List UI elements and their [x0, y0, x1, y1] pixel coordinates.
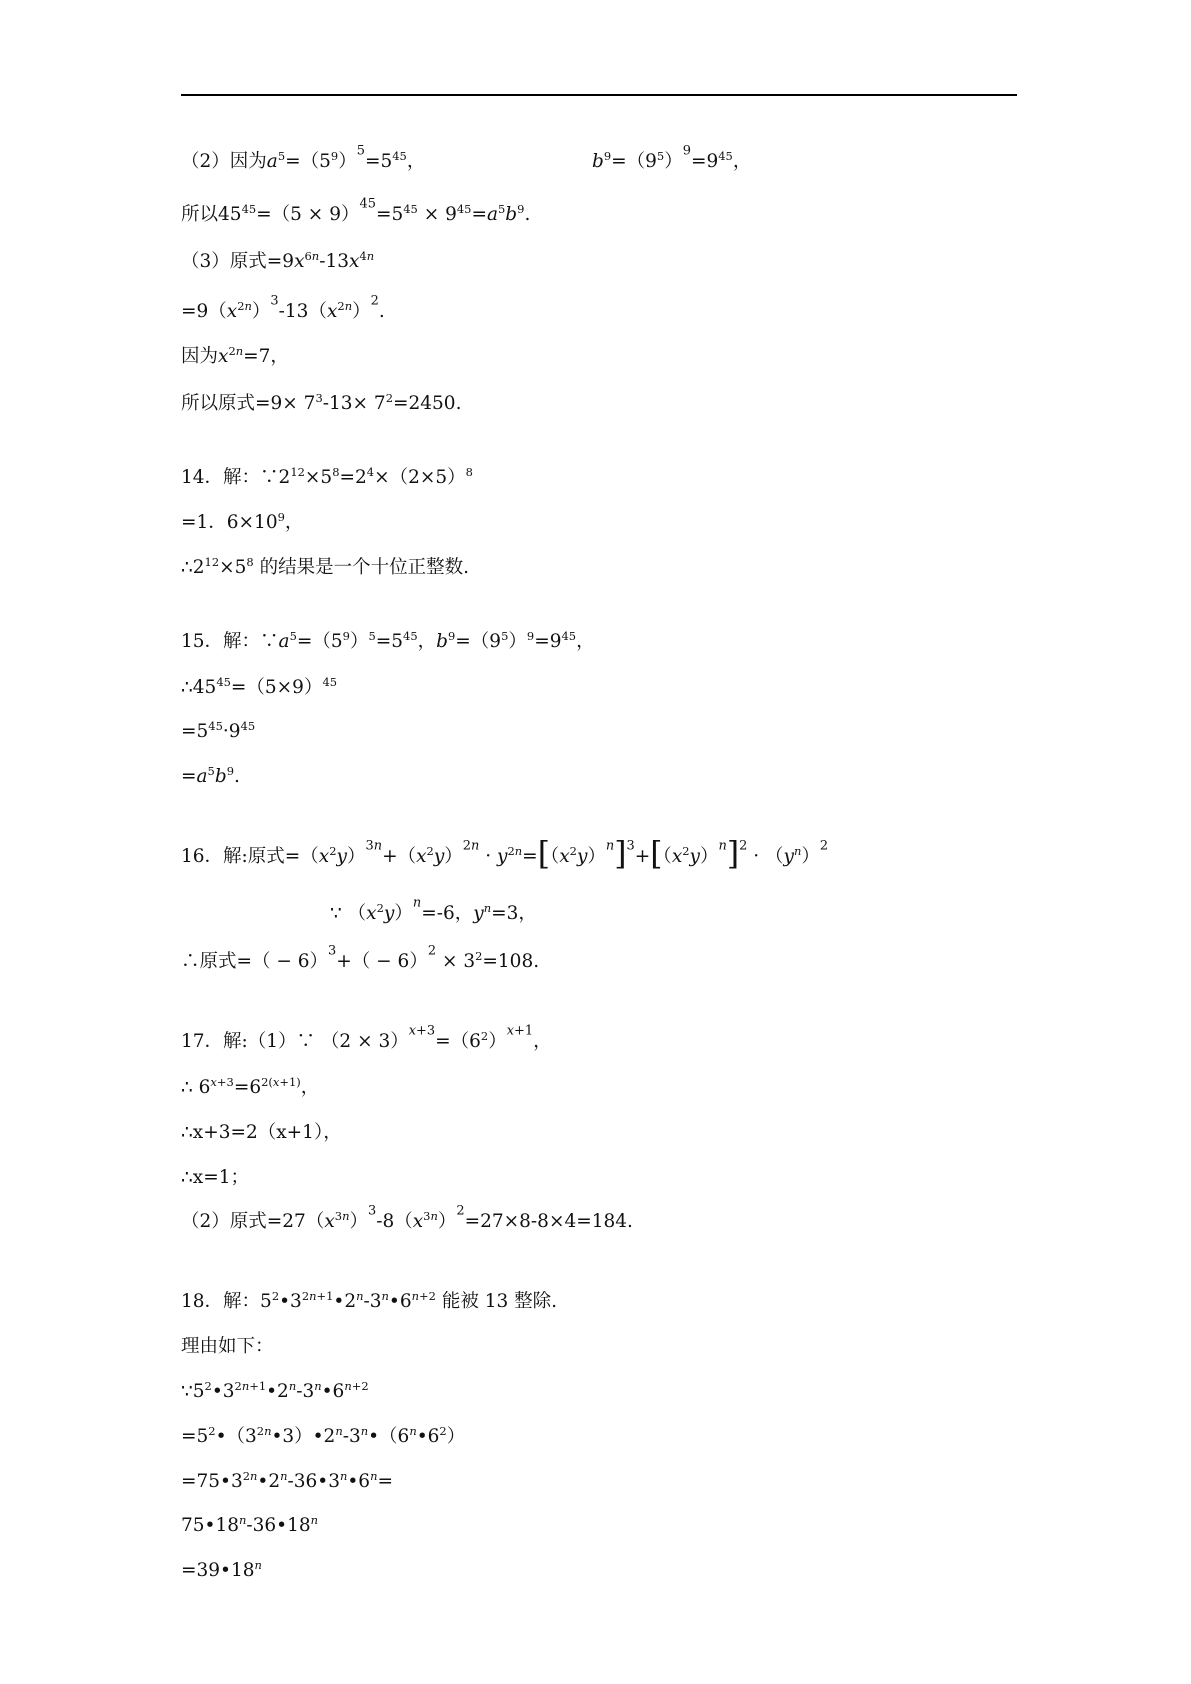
p17-line4: ∴x=1； — [181, 1167, 249, 1188]
p13-part2-line1: （2）因为$a^5=(5^9)^5=5^{45}$， — [181, 143, 426, 172]
p13-part3-line1: （3）原式$=9x^{6n}-13x^{4n}$ — [181, 248, 375, 272]
p13-part3-line3: 因为$x^{2n}=7$， — [181, 343, 289, 367]
p17-line3: ∴x+3=2（x+1）， — [181, 1122, 342, 1143]
p13-part2-line1b: $b^9=(9^5)^9=9^{45}$， — [592, 143, 752, 172]
p16-line3: ∴原式=（ − $6)^3+( - 6)^2 \times 3^2=108$. — [181, 943, 540, 972]
p14-line1: 14．解：$\because 2^{12}\times 5^8=2^4\times(2\times 5)^8$ — [181, 464, 473, 488]
p18-line2: 理由如下： — [181, 1336, 274, 1357]
p15-line1: 15．解：$\because a^5=(5^9)^5=5^{45}$，$b^9=(9^5)^9=9^{45}$， — [181, 628, 595, 652]
p13-part3-line4: 所以原式$=9\times 7^3-13\times 7^2=2450$. — [181, 390, 462, 414]
p18-line1: 18．解：$5^2•3^{2n+1}•2^n-3^n•6^{n+2}$ 能被 13 整除. — [181, 1288, 557, 1312]
p17-line2: ∴ $6^{x+3}=6^{2(x+1)}$， — [181, 1074, 320, 1098]
header-rule — [181, 94, 1017, 96]
p18-line5: $=75•3^{2n}•2^n-36•3^n•6^n=$ — [181, 1468, 393, 1492]
p14-line3: $\therefore 2^{12}\times 5^8$ 的结果是一个十位正整数. — [181, 554, 469, 578]
p18-line3: $\because 5^2•3^{2n+1}•2^n-3^n•6^{n+2}$ — [181, 1378, 369, 1402]
p16-line2: ∵ $(x^2y)^n=-6$，$y^n=3$， — [330, 895, 537, 924]
p15-line2: $\therefore 45^{45}=(5\times 9)^{45}$ — [181, 674, 338, 698]
p13-part3-line2: $=9(x^{2n})^3-13(x^{2n})^2$. — [181, 293, 385, 322]
p14-line2: =1．$6\times 10^9$， — [181, 509, 304, 533]
p16-line1: 16．解:原式$=(x^2y)^{3n}+(x^2y)^{2n} \cdot y^{2n}=[(x^2y)^n]^3+[(x^2y)^n]^2 \cdot (y^n)^2$ — [181, 836, 829, 873]
p17-line5: （2）原式$=27(x^{3n})^3-8(x^{3n})^2=27\times 8-8\times 4=184$. — [181, 1203, 633, 1232]
p13-part2-line2: 所以$45^{45}=(5 \times 9)^{45}=5^{45} \times 9^{45}=a^5b^9$. — [181, 196, 531, 225]
p18-line7: $=39•18^n$ — [181, 1557, 262, 1581]
p17-line1: 17．解:（1）∵ $(2 \times 3)^{x+3}=(6^2)^{x+1}$， — [181, 1023, 552, 1052]
p15-line4: $=a^5b^9$. — [181, 763, 240, 787]
p15-line3: $=5^{45}\cdot 9^{45}$ — [181, 718, 256, 742]
p18-line4: $=5^2•(3^{2n}•3)•2^n-3^n•(6^n•6^2)$ — [181, 1423, 466, 1447]
p18-line6: 75•18$^n$-36•18$^n$ — [181, 1512, 319, 1536]
